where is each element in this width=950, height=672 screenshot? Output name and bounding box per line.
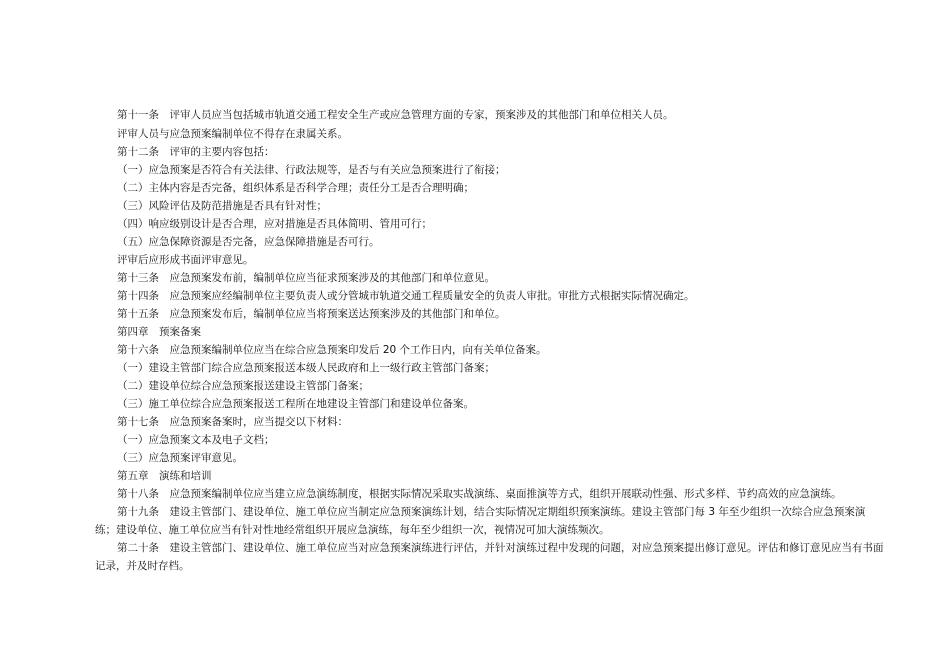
article-16-item-3: （三）施工单位综合应急预案报送工程所在地建设主管部门和建设单位备案。 [117, 398, 474, 410]
article-16-line: 第十六条 应急预案编制单位应当在综合应急预案印发后 20 个工作日内，向有关单位备案。 [117, 344, 547, 356]
article-14-line: 第十四条 应急预案应经编制单位主要负责人或分管城市轨道交通工程质量安全的负责人审批。审批方式根据实际情况确定。 [117, 290, 695, 302]
article-12-item-4: （四）响应级别设计是否合理，应对措施是否具体简明、管用可行； [117, 218, 432, 230]
article-15-line: 第十五条 应急预案发布后，编制单位应当将预案送达预案涉及的其他部门和单位。 [117, 308, 506, 320]
article-11-continuation: 评审人员与应急预案编制单位不得存在隶属关系。 [117, 128, 348, 140]
article-17-heading: 第十七条 应急预案备案时，应当提交以下材料： [117, 416, 348, 428]
article-17-item-1: （一）应急预案文本及电子文档； [117, 434, 275, 446]
article-16-item-2: （二）建设单位综合应急预案报送建设主管部门备案； [117, 380, 369, 392]
article-13-line: 第十三条 应急预案发布前，编制单位应当征求预案涉及的其他部门和单位意见。 [117, 272, 495, 284]
article-18-line: 第十八条 应急预案编制单位应当建立应急演练制度，根据实际情况采取实战演练、桌面推演等方式，组织开展联动性强、形式多样、节约高效的应急演练。 [117, 488, 842, 500]
chapter-5-heading: 第五章 演练和培训 [117, 470, 212, 482]
article-12-heading: 第十二条 评审的主要内容包括： [117, 146, 275, 158]
article-12-item-2: （二）主体内容是否完备，组织体系是否科学合理；责任分工是否合理明确； [117, 182, 474, 194]
article-19-continuation: 练；建设单位、施工单位应当有针对性地经常组织开展应急演练，每年至少组织一次，视情况可加大演练频次。 [95, 524, 610, 536]
article-20-continuation: 记录，并及时存档。 [95, 560, 190, 572]
article-11-line: 第十一条 评审人员应当包括城市轨道交通工程安全生产或应急管理方面的专家，预案涉及的其他部门和单位相关人员。 [117, 109, 674, 121]
review-opinion-line: 评审后应形成书面评审意见。 [117, 254, 254, 266]
article-17-item-3: （三）应急预案评审意见。 [117, 452, 243, 464]
article-20-line: 第二十条 建设主管部门、建设单位、施工单位应当对应急预案演练进行评估，并针对演练过程中发现的问题，对应急预案提出修订意见。评估和修订意见应当有书面 [117, 542, 884, 554]
article-12-item-5: （五）应急保障资源是否完备，应急保障措施是否可行。 [117, 236, 380, 248]
article-12-item-1: （一）应急预案是否符合有关法律、行政法规等，是否与有关应急预案进行了衔接； [117, 164, 506, 176]
article-19-line: 第十九条 建设主管部门、建设单位、施工单位应当制定应急预案演练计划，结合实际情况定期组织预案演练。建设主管部门每 3 年至少组织一次综合应急预案演 [117, 506, 866, 518]
article-16-item-1: （一）建设主管部门综合应急预案报送本级人民政府和上一级行政主管部门备案； [117, 362, 495, 374]
chapter-4-heading: 第四章 预案备案 [117, 326, 201, 338]
article-12-item-3: （三）风险评估及防范措施是否具有针对性； [117, 200, 327, 212]
